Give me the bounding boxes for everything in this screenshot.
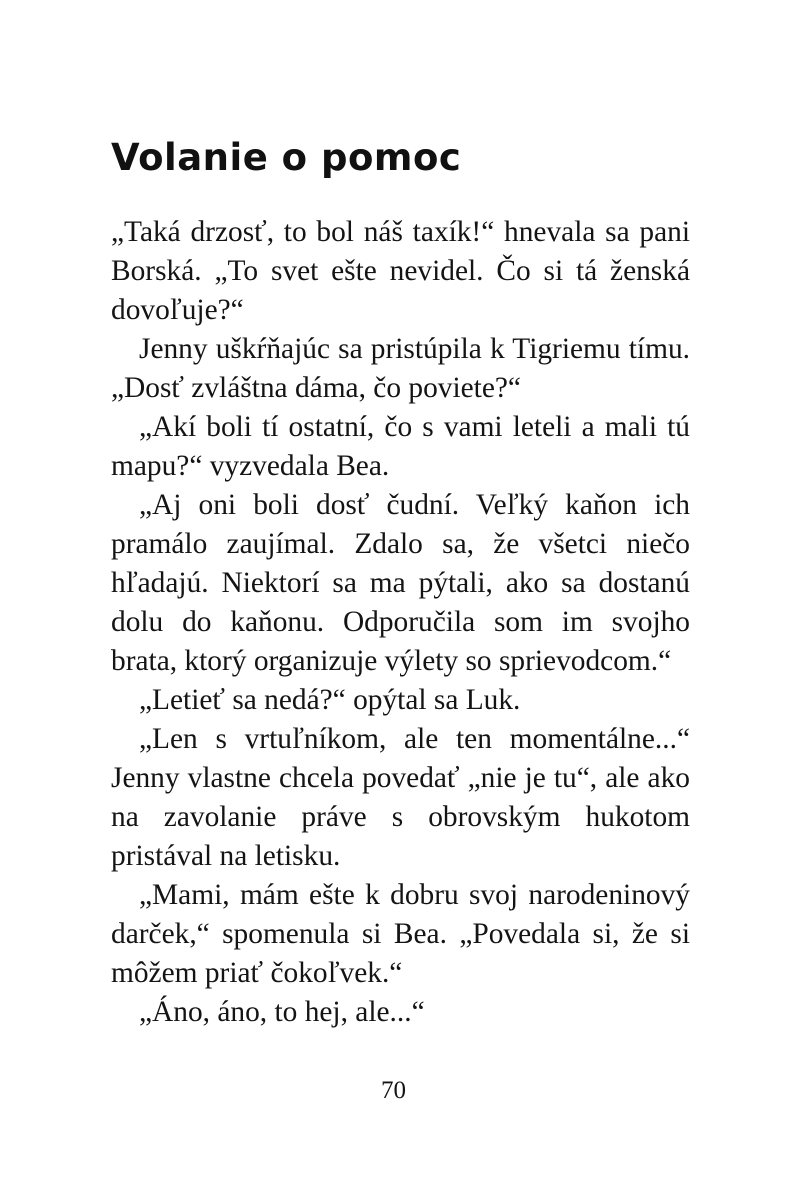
paragraph-6: „Len s vrtuľníkom, ale ten momentálne...“ Jenny vlastne chcela povedať „nie je tu“, ale ako na zavolanie práve s obrovským hukotom pristával na letisku. [111,723,690,872]
paragraph-1: „Taká drzosť, to bol náš taxík!“ hnevala sa pani Borská. „To svet ešte nevidel. Čo si tá ženská dovoľuje?“ [111,216,690,326]
chapter-title: Volanie o pomoc [111,136,462,179]
paragraph-2: Jenny uškŕňajúc sa pristúpila k Tigriemu tímu. „Dosť zvláštna dáma, čo poviete?“ [111,333,690,404]
paragraph-7: „Mami, mám ešte k dobru svoj narodeninový darček,“ spomenula si Bea. „Povedala si, že si môžem priať čokoľvek.“ [111,879,690,989]
paragraph-8: „Áno, áno, to hej, ale...“ [139,996,425,1028]
paragraph-3: „Akí boli tí ostatní, čo s vami leteli a mali tú mapu?“ vyzvedala Bea. [111,411,690,482]
body-text [111,213,690,1032]
paragraph-5: „Letieť sa nedá?“ opýtal sa Luk. [139,684,521,716]
paragraph-4: „Aj oni boli dosť čudní. Veľký kaňon ich pramálo zaujímal. Zdalo sa, že všetci niečo hľadajú. Niektorí sa ma pýtali, ako sa dostanú dolu do kaňonu. Odporučila som im svojho brata, ktorý organizuje výlety so sprievodcom.“ [111,489,690,677]
page-number: 70 [381,1077,406,1104]
